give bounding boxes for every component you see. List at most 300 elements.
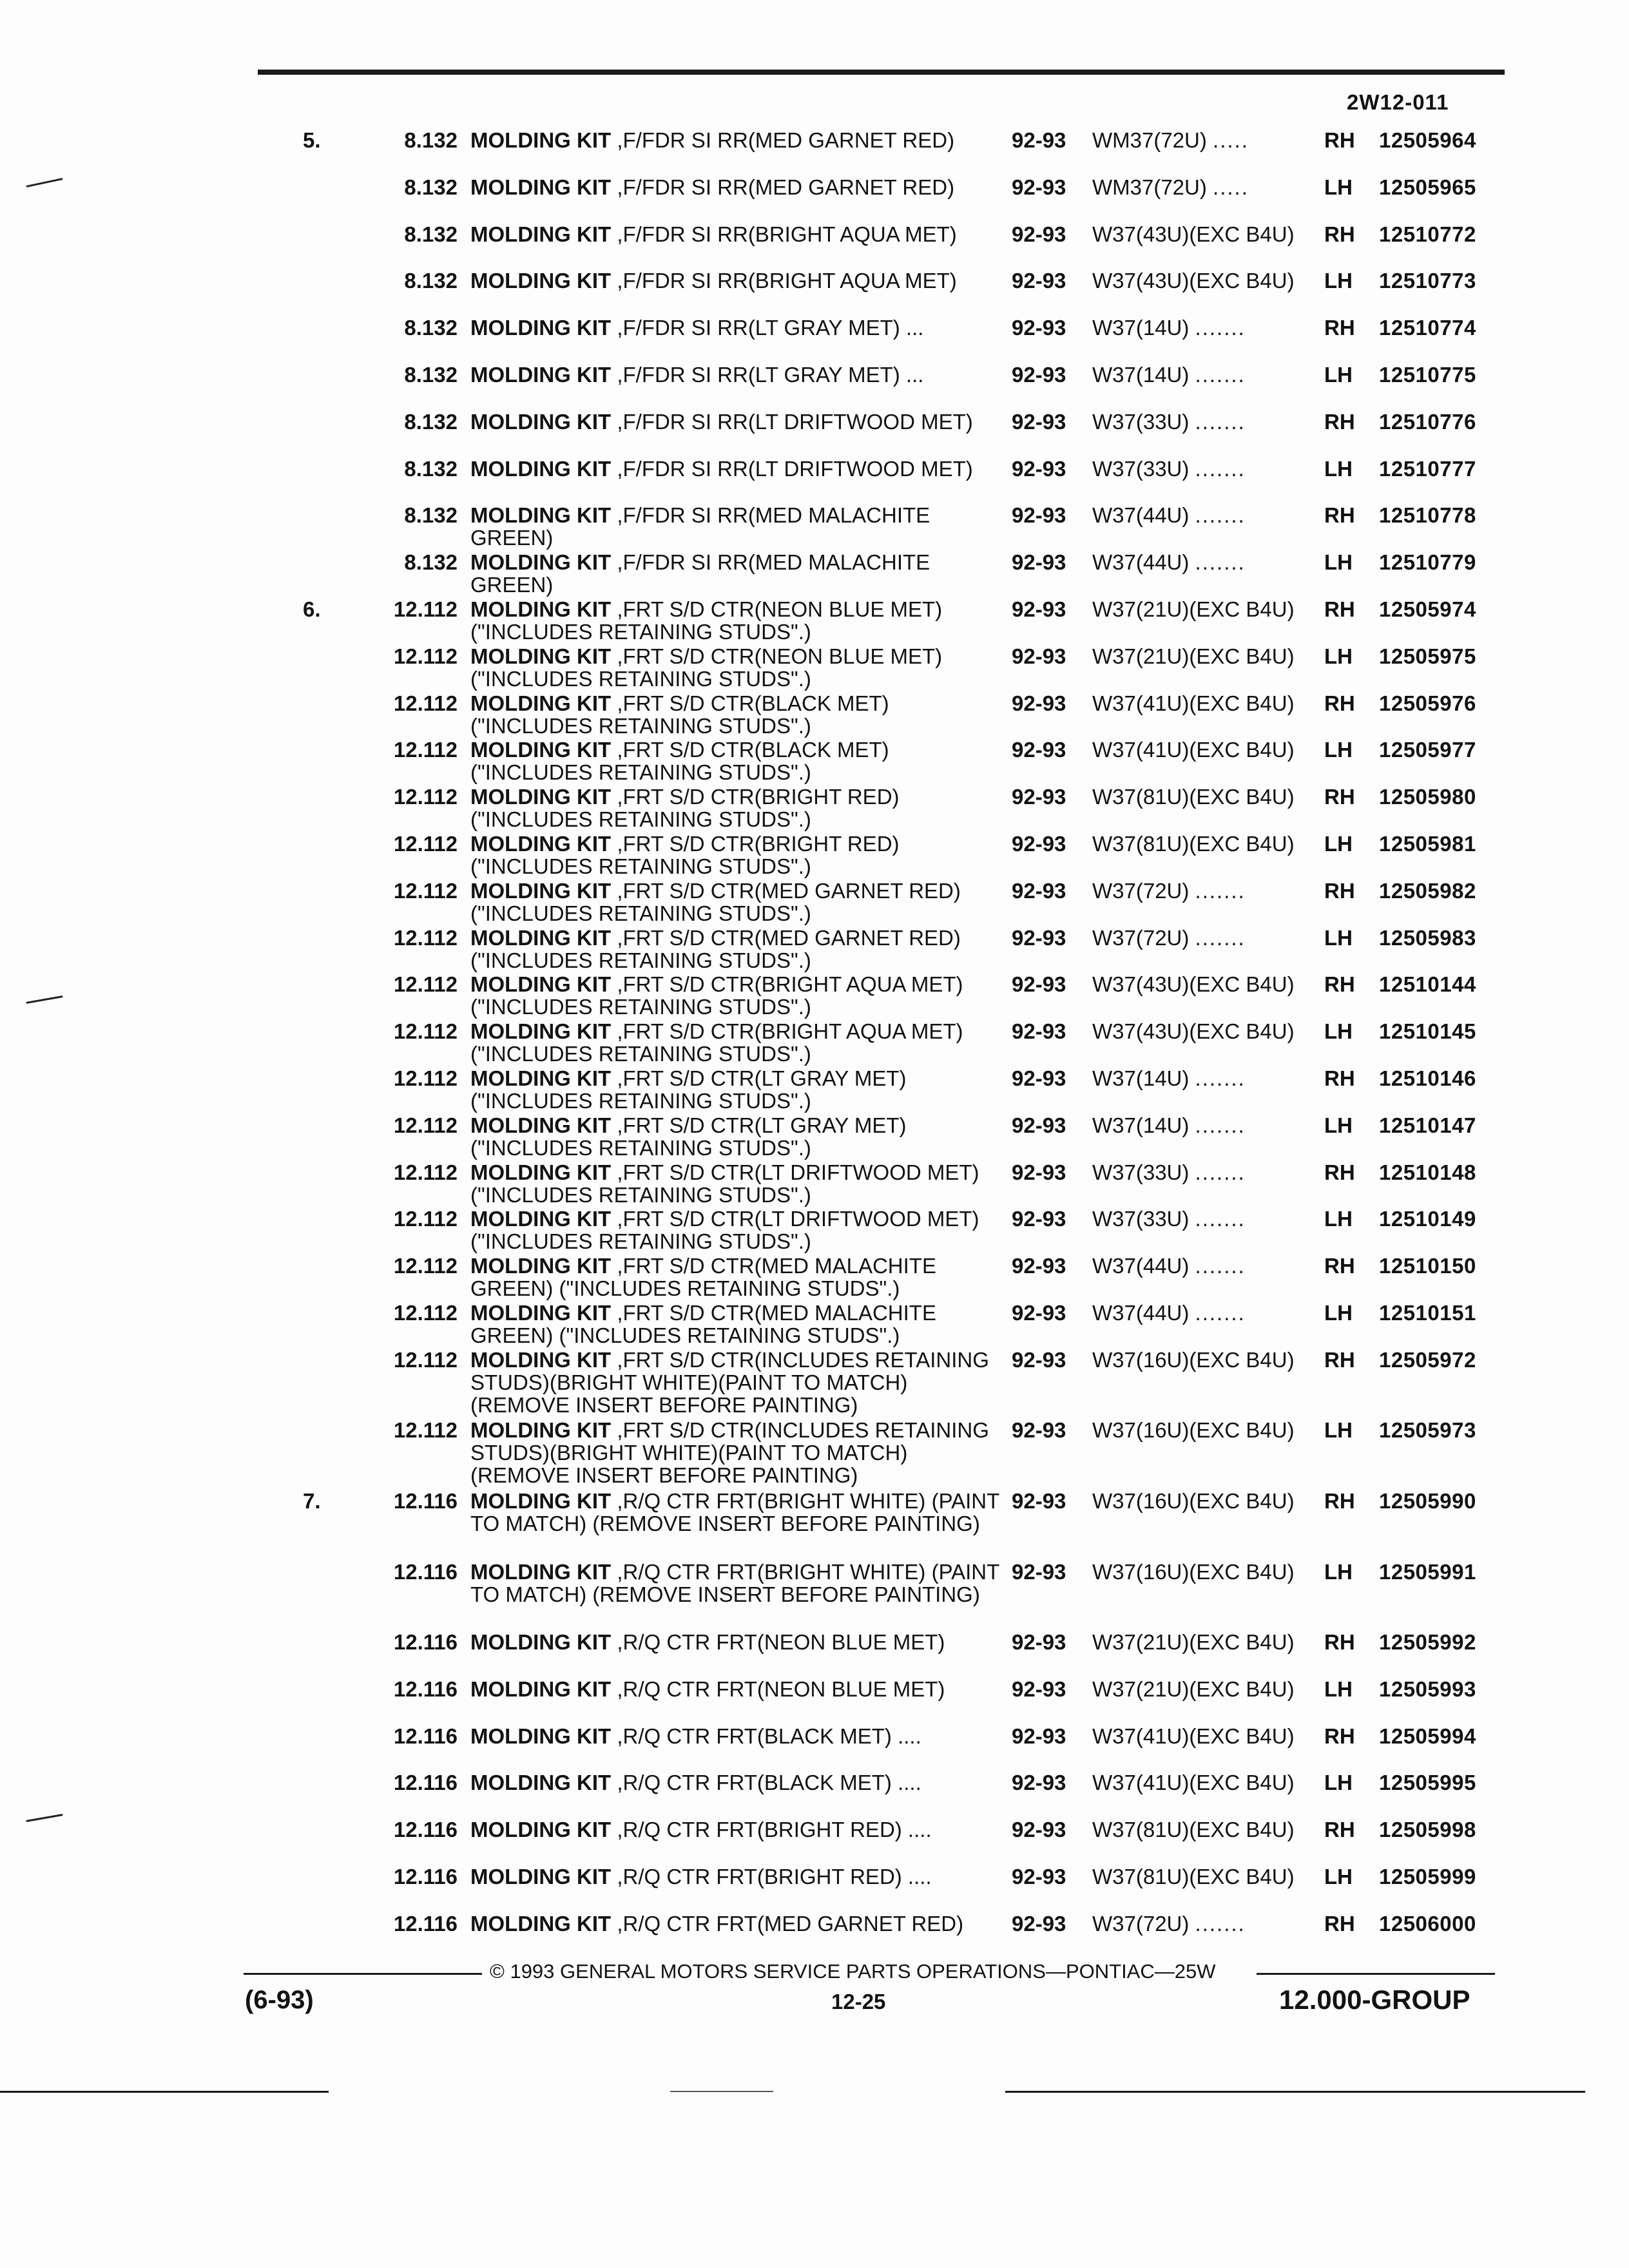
- bottom-rule-left: [0, 2091, 329, 2093]
- side-code: LH: [1324, 1019, 1353, 1044]
- model-code-text: W37(44U): [1092, 1300, 1190, 1325]
- model-code: [1092, 1254, 1305, 1277]
- reference-number: 8.132: [404, 362, 458, 387]
- side-code: LH: [1324, 1300, 1353, 1325]
- part-detail: ,FRT S/D CTR(INCLUDES RETAINING STUDS)(BRIGHT WHITE)(PAINT TO MATCH) (REMOVE INSERT BEFORE PAINTING): [470, 1347, 989, 1417]
- part-row: [0, 1207, 1629, 1254]
- model-code-text: W37(33U): [1092, 1160, 1190, 1184]
- model-code-text: W37(33U): [1092, 409, 1190, 434]
- model-code: [1092, 1349, 1305, 1371]
- reference-number: 12.116: [393, 1771, 458, 1795]
- model-code-text: W37(81U)(EXC B4U): [1092, 1865, 1295, 1889]
- part-name: MOLDING KIT: [470, 409, 612, 434]
- part-description: [470, 1678, 1005, 1700]
- model-years: 92-93: [1012, 1865, 1066, 1889]
- model-code-text: W37(81U)(EXC B4U): [1092, 1818, 1295, 1842]
- part-name: MOLDING KIT: [470, 456, 612, 481]
- reference-number: 12.112: [393, 1347, 458, 1372]
- model-years: 92-93: [1012, 409, 1066, 434]
- model-years: 92-93: [1012, 925, 1066, 950]
- part-number: 12510772: [1379, 222, 1476, 246]
- model-code: [1092, 785, 1305, 808]
- part-row: [0, 1490, 1629, 1561]
- part-description: [470, 1865, 1005, 1888]
- part-number: 12505964: [1379, 128, 1476, 152]
- part-detail: ,F/FDR SI RR(MED GARNET RED): [617, 128, 955, 152]
- model-code-text: W37(41U)(EXC B4U): [1092, 1724, 1295, 1748]
- model-years: 92-93: [1012, 1911, 1066, 1936]
- part-number: 12505983: [1379, 925, 1476, 950]
- part-description: [470, 879, 1005, 925]
- model-code-text: W37(41U)(EXC B4U): [1092, 738, 1295, 762]
- side-code: LH: [1324, 925, 1353, 950]
- header-rule: [258, 70, 1505, 75]
- model-code: [1092, 457, 1305, 480]
- part-name: MOLDING KIT: [470, 1207, 612, 1231]
- part-row: [0, 1678, 1629, 1725]
- model-code-text: W37(43U)(EXC B4U): [1092, 269, 1295, 293]
- part-name: MOLDING KIT: [470, 1300, 612, 1325]
- reference-number: 12.116: [393, 1865, 458, 1889]
- item-number: 6.: [303, 597, 321, 621]
- side-code: RH: [1324, 1347, 1355, 1372]
- model-code: [1092, 1067, 1305, 1090]
- part-row: [0, 785, 1629, 832]
- part-row: [0, 363, 1629, 410]
- part-detail: ,FRT S/D CTR(NEON BLUE MET) ("INCLUDES RETAINING STUDS".): [470, 597, 943, 644]
- part-detail: ,F/FDR SI RR(MED MALACHITE GREEN): [470, 550, 930, 597]
- part-detail: ,F/FDR SI RR(LT GRAY MET) ...: [617, 362, 924, 387]
- part-name: MOLDING KIT: [470, 1630, 612, 1655]
- part-number: 12510777: [1379, 456, 1476, 481]
- part-number: 12510775: [1379, 362, 1476, 387]
- model-code-text: W37(44U): [1092, 550, 1190, 575]
- model-code: [1092, 504, 1305, 526]
- reference-number: 12.112: [393, 738, 458, 762]
- side-code: RH: [1324, 785, 1355, 809]
- model-code-text: W37(41U)(EXC B4U): [1092, 1771, 1295, 1795]
- part-number: 12505972: [1379, 1347, 1476, 1372]
- part-detail: ,F/FDR SI RR(MED MALACHITE GREEN): [470, 503, 930, 550]
- part-description: [470, 316, 1005, 339]
- model-years: 92-93: [1012, 1630, 1066, 1655]
- part-detail: ,FRT S/D CTR(BLACK MET) ("INCLUDES RETAINING STUDS".): [470, 738, 889, 785]
- side-code: LH: [1324, 1677, 1353, 1701]
- part-row: [0, 1302, 1629, 1349]
- side-code: RH: [1324, 1488, 1355, 1513]
- part-name: MOLDING KIT: [470, 831, 612, 856]
- part-description: [470, 973, 1005, 1018]
- bottom-rule-right: [1005, 2091, 1585, 2093]
- part-number: 12505995: [1379, 1771, 1476, 1795]
- parts-list: [0, 129, 1629, 1959]
- model-code-text: W37(44U): [1092, 1254, 1190, 1278]
- leader-dots: .......: [1195, 456, 1246, 481]
- part-name: MOLDING KIT: [470, 362, 612, 387]
- reference-number: 12.112: [393, 925, 458, 950]
- part-name: MOLDING KIT: [470, 1865, 612, 1889]
- model-years: 92-93: [1012, 1724, 1066, 1748]
- leader-dots: .....: [1213, 128, 1249, 152]
- part-name: MOLDING KIT: [470, 785, 612, 809]
- model-code-text: W37(14U): [1092, 362, 1190, 387]
- footer-rule-right: [1257, 1973, 1495, 1975]
- leader-dots: .......: [1195, 1066, 1246, 1090]
- part-name: MOLDING KIT: [470, 1019, 612, 1044]
- leader-dots: .......: [1195, 362, 1246, 387]
- reference-number: 12.112: [393, 1066, 458, 1090]
- part-name: MOLDING KIT: [470, 175, 612, 199]
- model-code: [1092, 645, 1305, 668]
- model-code: [1092, 1771, 1305, 1794]
- leader-dots: .......: [1195, 316, 1246, 340]
- part-number: 12510148: [1379, 1160, 1476, 1184]
- part-description: [470, 832, 1005, 878]
- model-code: [1092, 1818, 1305, 1841]
- part-name: MOLDING KIT: [470, 972, 612, 997]
- reference-number: 12.112: [393, 1019, 458, 1044]
- model-code-text: WM37(72U): [1092, 128, 1207, 152]
- side-code: RH: [1324, 503, 1355, 528]
- part-row: [0, 1254, 1629, 1302]
- part-number: 12510773: [1379, 269, 1476, 293]
- model-years: 92-93: [1012, 1771, 1066, 1795]
- part-detail: ,FRT S/D CTR(INCLUDES RETAINING STUDS)(BRIGHT WHITE)(PAINT TO MATCH) (REMOVE INSERT BEFORE PAINTING): [470, 1418, 989, 1488]
- side-code: RH: [1324, 691, 1355, 715]
- reference-number: 12.116: [393, 1677, 458, 1701]
- model-code: [1092, 1302, 1305, 1324]
- reference-number: 12.112: [393, 691, 458, 715]
- leader-dots: .......: [1195, 1113, 1246, 1137]
- part-name: MOLDING KIT: [470, 1113, 612, 1137]
- model-years: 92-93: [1012, 1559, 1066, 1584]
- part-detail: ,FRT S/D CTR(NEON BLUE MET) ("INCLUDES RETAINING STUDS".): [470, 644, 943, 691]
- part-row: [0, 927, 1629, 974]
- side-code: RH: [1324, 972, 1355, 997]
- model-years: 92-93: [1012, 1347, 1066, 1372]
- part-row: [0, 223, 1629, 270]
- side-code: RH: [1324, 1724, 1355, 1748]
- part-row: [0, 738, 1629, 785]
- part-row: [0, 269, 1629, 316]
- model-years: 92-93: [1012, 1300, 1066, 1325]
- model-years: 92-93: [1012, 550, 1066, 575]
- part-number: 12505974: [1379, 597, 1476, 621]
- leader-dots: .......: [1195, 409, 1246, 434]
- model-code-text: W37(44U): [1092, 503, 1190, 528]
- side-code: LH: [1324, 456, 1353, 481]
- model-code: [1092, 973, 1305, 995]
- side-code: RH: [1324, 1630, 1355, 1655]
- part-number: 12510779: [1379, 550, 1476, 575]
- model-code: [1092, 1865, 1305, 1888]
- side-code: RH: [1324, 1818, 1355, 1842]
- part-name: MOLDING KIT: [470, 1911, 612, 1936]
- side-code: RH: [1324, 1911, 1355, 1936]
- reference-number: 8.132: [404, 456, 458, 481]
- part-description: [470, 1725, 1005, 1747]
- reference-number: 12.112: [393, 785, 458, 809]
- model-code: [1092, 410, 1305, 433]
- reference-number: 12.112: [393, 878, 458, 903]
- side-code: LH: [1324, 1559, 1353, 1584]
- side-code: RH: [1324, 409, 1355, 434]
- part-detail: ,FRT S/D CTR(BLACK MET) ("INCLUDES RETAINING STUDS".): [470, 691, 889, 738]
- part-detail: ,FRT S/D CTR(LT GRAY MET) ("INCLUDES RETAINING STUDS".): [470, 1066, 907, 1113]
- reference-number: 12.116: [393, 1488, 458, 1513]
- part-description: [470, 1254, 1005, 1300]
- model-code: [1092, 879, 1305, 902]
- part-name: MOLDING KIT: [470, 644, 612, 668]
- leader-dots: .....: [1213, 175, 1249, 199]
- model-years: 92-93: [1012, 1019, 1066, 1044]
- part-row: [0, 973, 1629, 1020]
- footer-copyright: © 1993 GENERAL MOTORS SERVICE PARTS OPERATIONS—PONTIAC—25W: [490, 1960, 1216, 1983]
- part-name: MOLDING KIT: [470, 1724, 612, 1748]
- part-number: 12506000: [1379, 1911, 1476, 1936]
- item-number: 5.: [303, 128, 321, 152]
- part-description: [470, 176, 1005, 198]
- model-code-text: W37(21U)(EXC B4U): [1092, 597, 1295, 621]
- model-years: 92-93: [1012, 1207, 1066, 1231]
- reference-number: 8.132: [404, 316, 458, 340]
- model-code-text: W37(21U)(EXC B4U): [1092, 1630, 1295, 1655]
- part-description: [470, 1912, 1005, 1935]
- side-code: RH: [1324, 597, 1355, 621]
- part-detail: ,FRT S/D CTR(LT GRAY MET) ("INCLUDES RETAINING STUDS".): [470, 1113, 907, 1160]
- leader-dots: .......: [1195, 550, 1246, 575]
- model-years: 92-93: [1012, 269, 1066, 293]
- model-years: 92-93: [1012, 644, 1066, 668]
- model-code: [1092, 176, 1305, 198]
- part-detail: ,R/Q CTR FRT(BLACK MET) ....: [617, 1771, 921, 1795]
- model-years: 92-93: [1012, 503, 1066, 528]
- part-description: [470, 645, 1005, 690]
- part-row: [0, 1912, 1629, 1959]
- part-detail: ,R/Q CTR FRT(NEON BLUE MET): [617, 1630, 945, 1655]
- part-row: [0, 1725, 1629, 1772]
- part-number: 12510146: [1379, 1066, 1476, 1090]
- reference-number: 12.116: [393, 1724, 458, 1748]
- part-row: [0, 1419, 1629, 1490]
- part-row: [0, 1114, 1629, 1161]
- part-description: [470, 1114, 1005, 1159]
- side-code: LH: [1324, 1207, 1353, 1231]
- side-code: RH: [1324, 1160, 1355, 1184]
- part-description: [470, 363, 1005, 386]
- part-number: 12505991: [1379, 1559, 1476, 1584]
- page-code: 2W12-011: [1347, 90, 1449, 114]
- part-detail: ,FRT S/D CTR(BRIGHT RED) ("INCLUDES RETAINING STUDS".): [470, 831, 900, 878]
- model-years: 92-93: [1012, 1818, 1066, 1842]
- model-years: 92-93: [1012, 1418, 1066, 1443]
- model-code: [1092, 551, 1305, 573]
- model-years: 92-93: [1012, 738, 1066, 762]
- model-years: 92-93: [1012, 691, 1066, 715]
- part-description: [470, 692, 1005, 737]
- part-description: [470, 1020, 1005, 1065]
- model-code: [1092, 1631, 1305, 1653]
- part-name: MOLDING KIT: [470, 878, 612, 903]
- part-number: 12510774: [1379, 316, 1476, 340]
- part-number: 12505965: [1379, 175, 1476, 199]
- model-years: 92-93: [1012, 972, 1066, 997]
- model-code: [1092, 1490, 1305, 1512]
- model-years: 92-93: [1012, 1066, 1066, 1090]
- model-code-text: W37(41U)(EXC B4U): [1092, 691, 1295, 715]
- part-row: [0, 879, 1629, 927]
- model-years: 92-93: [1012, 1677, 1066, 1701]
- part-detail: ,R/Q CTR FRT(BLACK MET) ....: [617, 1724, 921, 1748]
- part-detail: ,FRT S/D CTR(BRIGHT AQUA MET) ("INCLUDES RETAINING STUDS".): [470, 972, 963, 1019]
- model-code-text: W37(81U)(EXC B4U): [1092, 785, 1295, 809]
- model-code-text: WM37(72U): [1092, 175, 1207, 199]
- model-code-text: W37(33U): [1092, 456, 1190, 481]
- part-name: MOLDING KIT: [470, 738, 612, 762]
- part-description: [470, 223, 1005, 245]
- part-row: [0, 1161, 1629, 1208]
- part-detail: ,R/Q CTR FRT(NEON BLUE MET): [617, 1677, 945, 1701]
- part-description: [470, 1561, 1005, 1606]
- model-code: [1092, 1678, 1305, 1700]
- reference-number: 12.112: [393, 644, 458, 668]
- side-code: RH: [1324, 878, 1355, 903]
- part-name: MOLDING KIT: [470, 503, 612, 528]
- part-number: 12505977: [1379, 738, 1476, 762]
- part-detail: ,R/Q CTR FRT(BRIGHT WHITE) (PAINT TO MATCH) (REMOVE INSERT BEFORE PAINTING): [470, 1559, 999, 1606]
- part-detail: ,F/FDR SI RR(MED GARNET RED): [617, 175, 955, 199]
- side-code: LH: [1324, 738, 1353, 762]
- part-detail: ,FRT S/D CTR(LT DRIFTWOOD MET) ("INCLUDES RETAINING STUDS".): [470, 1207, 979, 1254]
- part-name: MOLDING KIT: [470, 1771, 612, 1795]
- part-detail: ,FRT S/D CTR(MED GARNET RED) ("INCLUDES RETAINING STUDS".): [470, 878, 961, 925]
- part-row: [0, 1631, 1629, 1678]
- part-name: MOLDING KIT: [470, 691, 612, 715]
- part-description: [470, 1490, 1005, 1535]
- model-code-text: W37(14U): [1092, 1066, 1190, 1090]
- reference-number: 12.112: [393, 1113, 458, 1137]
- model-years: 92-93: [1012, 175, 1066, 199]
- part-name: MOLDING KIT: [470, 597, 612, 621]
- leader-dots: .......: [1195, 1160, 1246, 1184]
- part-number: 12505993: [1379, 1677, 1476, 1701]
- part-name: MOLDING KIT: [470, 1488, 612, 1513]
- side-code: RH: [1324, 316, 1355, 340]
- part-number: 12505981: [1379, 831, 1476, 856]
- part-row: [0, 504, 1629, 551]
- side-code: LH: [1324, 644, 1353, 668]
- reference-number: 8.132: [404, 409, 458, 434]
- part-detail: ,FRT S/D CTR(MED MALACHITE GREEN) ("INCLUDES RETAINING STUDS".): [470, 1254, 936, 1301]
- part-name: MOLDING KIT: [470, 269, 612, 293]
- model-years: 92-93: [1012, 362, 1066, 387]
- part-description: [470, 1207, 1005, 1253]
- model-code-text: W37(72U): [1092, 1911, 1190, 1936]
- model-code: [1092, 1561, 1305, 1583]
- part-name: MOLDING KIT: [470, 550, 612, 575]
- footer-rule-left: [244, 1973, 482, 1975]
- part-description: [470, 1818, 1005, 1841]
- part-detail: ,R/Q CTR FRT(BRIGHT WHITE) (PAINT TO MATCH) (REMOVE INSERT BEFORE PAINTING): [470, 1488, 999, 1535]
- part-description: [470, 1302, 1005, 1347]
- model-years: 92-93: [1012, 1254, 1066, 1278]
- side-code: LH: [1324, 1771, 1353, 1795]
- part-description: [470, 1161, 1005, 1206]
- model-code-text: W37(21U)(EXC B4U): [1092, 1677, 1295, 1701]
- part-detail: ,FRT S/D CTR(LT DRIFTWOOD MET) ("INCLUDES RETAINING STUDS".): [470, 1160, 979, 1207]
- model-code: [1092, 1114, 1305, 1137]
- reference-number: 8.132: [404, 550, 458, 575]
- model-years: 92-93: [1012, 1113, 1066, 1137]
- reference-number: 8.132: [404, 175, 458, 199]
- part-row: [0, 598, 1629, 645]
- side-code: RH: [1324, 1254, 1355, 1278]
- part-number: 12505973: [1379, 1418, 1476, 1443]
- side-code: RH: [1324, 222, 1355, 246]
- reference-number: 12.112: [393, 1254, 458, 1278]
- part-number: 12510150: [1379, 1254, 1476, 1278]
- part-row: [0, 1865, 1629, 1912]
- part-name: MOLDING KIT: [470, 1254, 612, 1278]
- reference-number: 12.112: [393, 1300, 458, 1325]
- side-code: LH: [1324, 362, 1353, 387]
- part-row: [0, 410, 1629, 457]
- part-number: 12505980: [1379, 785, 1476, 809]
- part-detail: ,F/FDR SI RR(BRIGHT AQUA MET): [617, 269, 957, 293]
- model-years: 92-93: [1012, 878, 1066, 903]
- model-code-text: W37(72U): [1092, 925, 1190, 950]
- part-row: [0, 316, 1629, 363]
- footer-revision-date: (6-93): [245, 1986, 314, 2014]
- reference-number: 12.112: [393, 1160, 458, 1184]
- part-description: [470, 1771, 1005, 1794]
- model-code: [1092, 832, 1305, 855]
- side-code: LH: [1324, 831, 1353, 856]
- part-detail: ,FRT S/D CTR(MED GARNET RED) ("INCLUDES RETAINING STUDS".): [470, 925, 961, 972]
- model-years: 92-93: [1012, 316, 1066, 340]
- part-description: [470, 927, 1005, 972]
- model-code: [1092, 738, 1305, 761]
- part-row: [0, 176, 1629, 223]
- side-code: LH: [1324, 175, 1353, 199]
- part-detail: ,FRT S/D CTR(BRIGHT RED) ("INCLUDES RETAINING STUDS".): [470, 785, 900, 832]
- part-detail: ,F/FDR SI RR(LT GRAY MET) ...: [617, 316, 924, 340]
- model-code-text: W37(72U): [1092, 878, 1190, 903]
- part-name: MOLDING KIT: [470, 316, 612, 340]
- reference-number: 12.112: [393, 1418, 458, 1443]
- part-detail: ,F/FDR SI RR(LT DRIFTWOOD MET): [617, 456, 973, 481]
- part-name: MOLDING KIT: [470, 1066, 612, 1090]
- part-number: 12510778: [1379, 503, 1476, 528]
- part-detail: ,F/FDR SI RR(BRIGHT AQUA MET): [617, 222, 957, 246]
- reference-number: 12.116: [393, 1630, 458, 1655]
- part-name: MOLDING KIT: [470, 1160, 612, 1184]
- leader-dots: .......: [1195, 1207, 1246, 1231]
- reference-number: 8.132: [404, 503, 458, 528]
- reference-number: 8.132: [404, 128, 458, 152]
- model-years: 92-93: [1012, 1488, 1066, 1513]
- leader-dots: .......: [1195, 878, 1246, 903]
- reference-number: 8.132: [404, 222, 458, 246]
- part-number: 12510144: [1379, 972, 1476, 997]
- part-number: 12505990: [1379, 1488, 1476, 1513]
- side-code: LH: [1324, 1113, 1353, 1137]
- part-row: [0, 129, 1629, 176]
- model-years: 92-93: [1012, 456, 1066, 481]
- part-row: [0, 551, 1629, 598]
- part-description: [470, 598, 1005, 643]
- model-code: [1092, 316, 1305, 339]
